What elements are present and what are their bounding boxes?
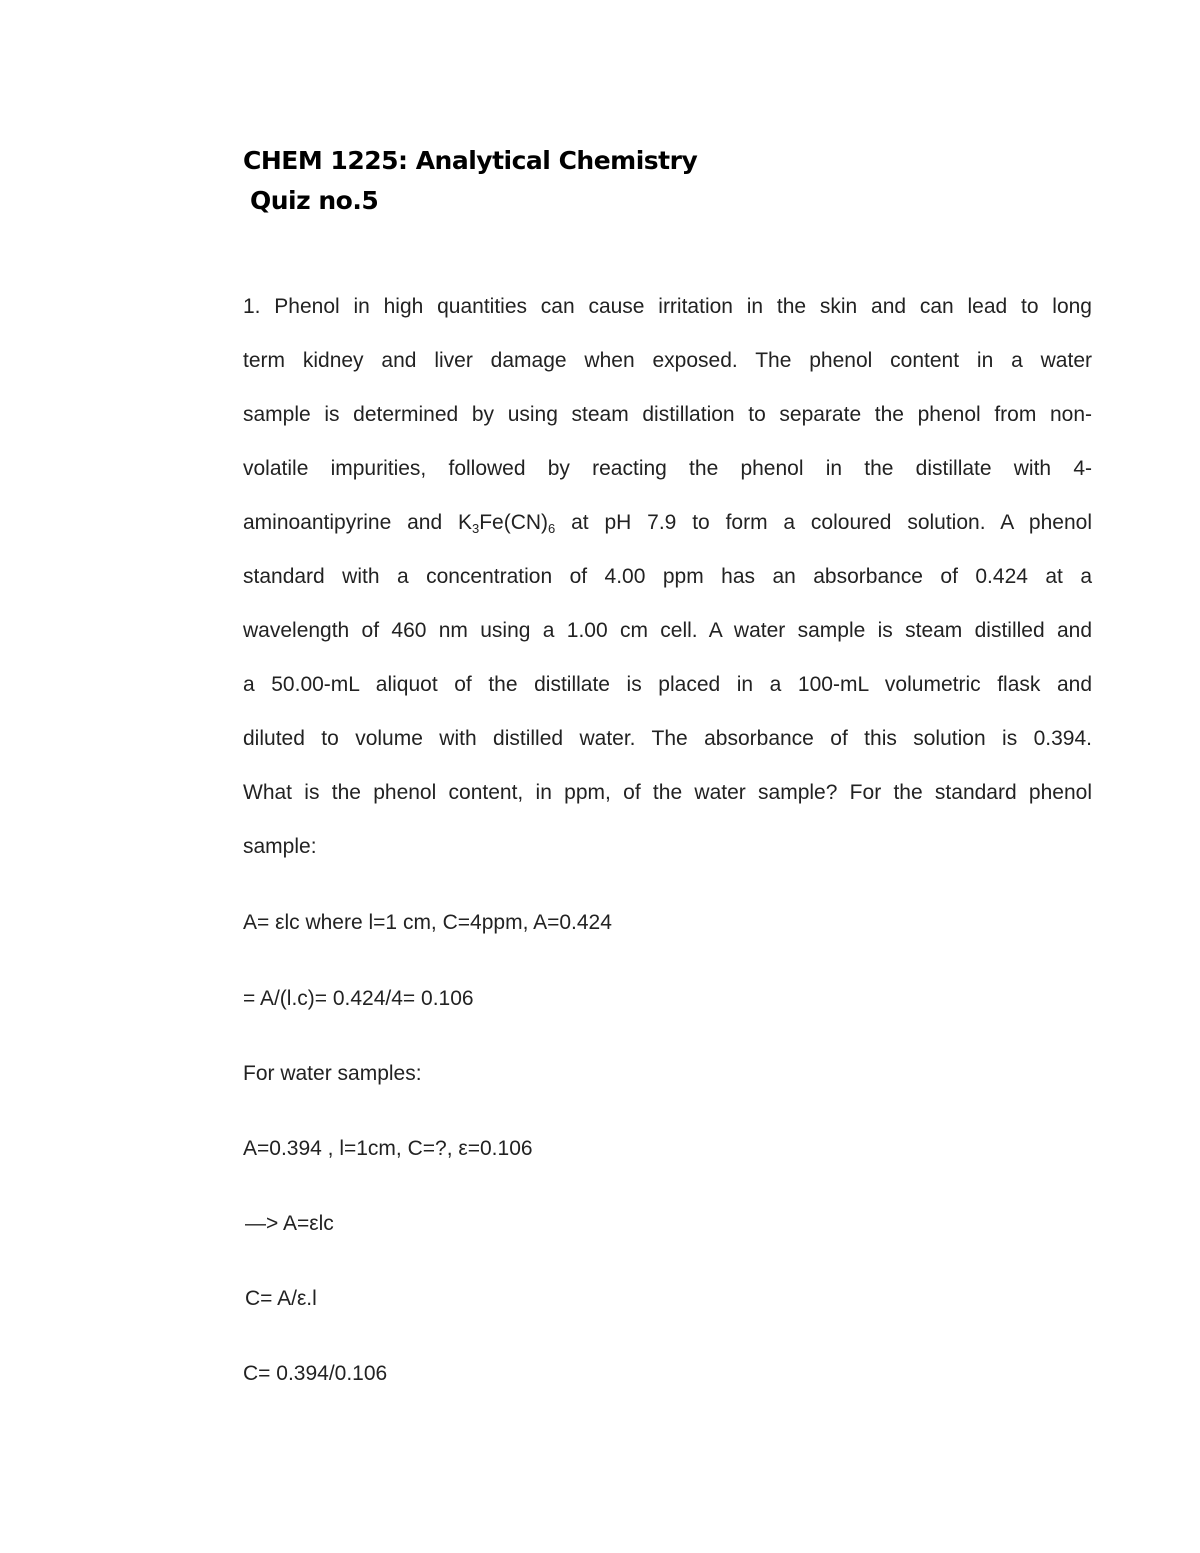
quiz-title: Quiz no.5 bbox=[250, 186, 379, 215]
rearranged-formula: C= A/ε.l bbox=[245, 1287, 317, 1310]
line5-part-b: Fe(CN) bbox=[479, 511, 549, 534]
line5-part-c: at pH 7.9 to form a coloured solution. A phenol bbox=[555, 511, 1092, 534]
question-line-6: standard with a concentration of 4.00 ppm has an absorbance of 0.424 at a bbox=[243, 565, 1092, 588]
question-line-10: What is the phenol content, in ppm, of the water sample? For the standard phenol bbox=[243, 781, 1092, 804]
question-line-5 bbox=[243, 509, 1092, 537]
arrow-formula: —> A=εlc bbox=[245, 1212, 334, 1235]
question-line-1: 1. Phenol in high quantities can cause irritation in the skin and can lead to long bbox=[243, 295, 1092, 318]
subscript-3: 3 bbox=[471, 521, 480, 536]
course-title: CHEM 1225: Analytical Chemistry bbox=[243, 146, 698, 175]
formula-standard: A= εlc where l=1 cm, C=4ppm, A=0.424 bbox=[243, 911, 612, 934]
subscript-6: 6 bbox=[548, 521, 556, 536]
question-line-11: sample: bbox=[243, 835, 317, 858]
question-line-8: a 50.00-mL aliquot of the distillate is placed in a 100-mL volumetric flask and bbox=[243, 673, 1092, 696]
question-line-3: sample is determined by using steam distillation to separate the phenol from non- bbox=[243, 403, 1092, 426]
water-sample-values: A=0.394 , l=1cm, C=?, ε=0.106 bbox=[243, 1137, 533, 1160]
question-line-7: wavelength of 460 nm using a 1.00 cm cell. A water sample is steam distilled and bbox=[243, 619, 1092, 642]
question-line-4: volatile impurities, followed by reacting the phenol in the distillate with 4- bbox=[243, 457, 1092, 480]
water-samples-heading: For water samples: bbox=[243, 1062, 422, 1085]
question-line-9: diluted to volume with distilled water. The absorbance of this solution is 0.394. bbox=[243, 727, 1092, 750]
substituted-formula: C= 0.394/0.106 bbox=[243, 1362, 388, 1385]
question-line-2: term kidney and liver damage when exposed. The phenol content in a water bbox=[243, 349, 1092, 372]
line5-part-a: aminoantipyrine and K bbox=[243, 511, 472, 534]
epsilon-calculation: = A/(l.c)= 0.424/4= 0.106 bbox=[243, 987, 474, 1010]
